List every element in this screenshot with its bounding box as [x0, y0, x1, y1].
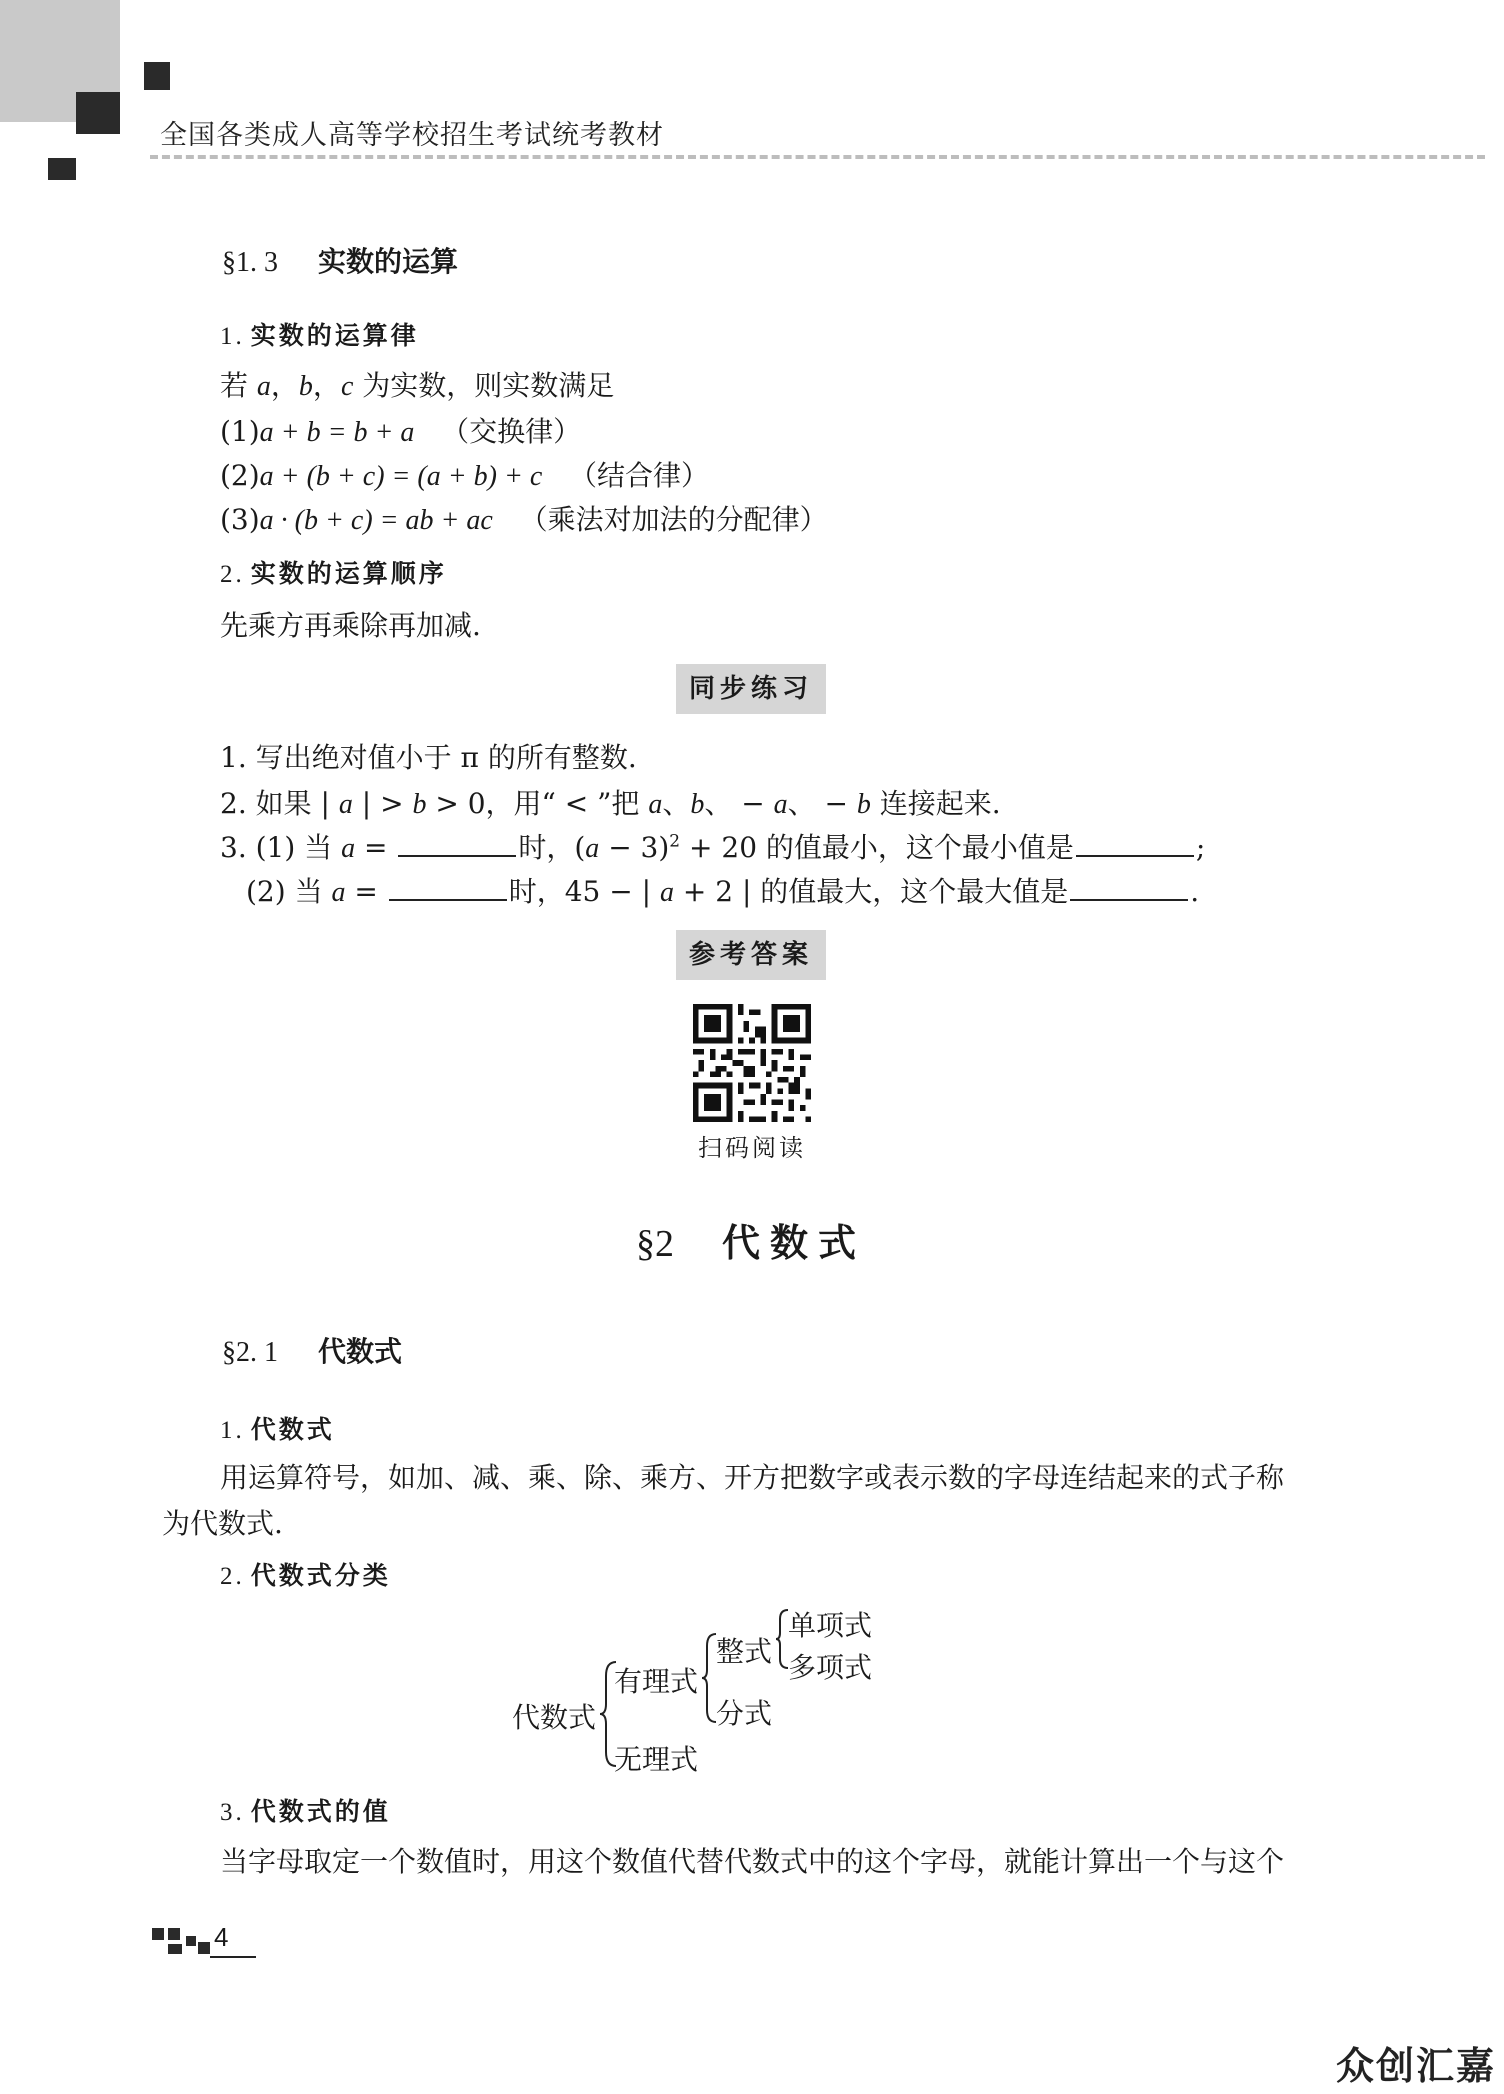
text: 、 − [787, 787, 857, 820]
header-decor-square [144, 62, 170, 90]
tree-root: 代数式 [512, 1701, 597, 1734]
exercise-3-part-1 [220, 826, 1205, 866]
law-label: (2) [220, 459, 260, 492]
text: 、 − [704, 787, 774, 820]
var: a [659, 877, 674, 908]
law-line [220, 454, 709, 494]
text: . [1190, 875, 1200, 908]
text: | > [352, 787, 413, 820]
tree-fractional: 分式 [716, 1697, 773, 1730]
text: 2. 如果 | [220, 787, 339, 820]
subheading [220, 1410, 335, 1446]
header-decor-square [48, 158, 76, 180]
subheading-title: 实数的运算律 [250, 321, 419, 350]
tree-monomial: 单项式 [788, 1609, 873, 1642]
subheading-number: 1. [220, 1417, 245, 1444]
answer-box: 参考答案 [676, 930, 826, 980]
text: − 3) [599, 831, 670, 864]
paragraph: 先乘方再乘除再加减. [220, 609, 481, 642]
subheading-title: 代数式分类 [250, 1561, 391, 1590]
subheading-number: 1. [220, 323, 245, 350]
paragraph [220, 364, 614, 404]
tree-polynomial: 多项式 [788, 1651, 873, 1684]
subheading-title: 代数式 [250, 1415, 335, 1444]
header-title: 全国各类成人高等学校招生考试统考教材 [160, 120, 664, 151]
answer-blank [398, 829, 516, 857]
text: ， [270, 369, 299, 402]
subheading [220, 316, 419, 352]
footer-decor-square [152, 1928, 164, 1940]
law-expression: a + b = b + a [259, 417, 415, 448]
subheading-title: 实数的运算顺序 [250, 559, 447, 588]
var: c [340, 371, 354, 402]
answer-blank [1070, 873, 1188, 901]
text: ; [1195, 831, 1206, 864]
law-line [220, 498, 828, 538]
subheading [220, 1792, 391, 1828]
footer-rule [210, 1956, 256, 1958]
section-title: 代数式 [318, 1335, 403, 1368]
exercise-1: 1. 写出绝对值小于 π 的所有整数. [220, 741, 637, 774]
var: a [338, 789, 353, 820]
law-line [220, 410, 581, 450]
law-note: （交换律） [441, 415, 582, 448]
tree-irrational: 无理式 [614, 1743, 699, 1776]
var: a [585, 833, 600, 864]
var: b [690, 789, 705, 820]
text: ， [312, 369, 341, 402]
var: a [331, 877, 346, 908]
text: 时，45 − | [508, 875, 660, 908]
subheading-title: 代数式的值 [250, 1797, 391, 1826]
exercise-2 [220, 782, 1001, 822]
footer-decor-square [168, 1928, 180, 1940]
practice-box: 同步练习 [676, 664, 826, 714]
text: > 0，用“ < ”把 [426, 787, 649, 820]
var: a [256, 371, 271, 402]
answer-blank [389, 873, 507, 901]
text: + 2 | 的值最大，这个最大值是 [673, 875, 1069, 908]
chapter-title: 代数式 [722, 1221, 867, 1265]
footer-decor-square [168, 1944, 182, 1954]
chapter-heading [636, 1212, 866, 1267]
qr-code-icon[interactable] [690, 1004, 814, 1122]
watermark: 众创汇嘉 [1335, 2044, 1496, 2088]
paragraph: 为代数式. [162, 1507, 283, 1540]
var: b [298, 371, 313, 402]
page-number: 4 [214, 1922, 229, 1952]
tree-rational: 有理式 [614, 1665, 699, 1698]
subheading-number: 3. [220, 1799, 245, 1826]
section-number: §1. 3 [222, 247, 278, 278]
law-note: （乘法对加法的分配律） [519, 503, 828, 536]
paragraph: 用运算符号，如加、减、乘、除、乘方、开方把数字或表示数的字母连结起来的式子称 [220, 1461, 1285, 1494]
section-title: 实数的运算 [318, 245, 459, 278]
text: + 20 的值最小，这个最小值是 [680, 831, 1074, 864]
subheading-number: 2. [220, 1563, 245, 1590]
section-number: §2. 1 [222, 1337, 278, 1368]
text: = [355, 831, 397, 864]
chapter-number: §2 [636, 1223, 674, 1265]
law-expression: a + (b + c) = (a + b) + c [259, 461, 543, 492]
text: = [345, 875, 387, 908]
answer-blank [1076, 829, 1194, 857]
header-divider [150, 155, 1485, 159]
paragraph: 当字母取定一个数值时，用这个数值代替代数式中的这个字母，就能计算出一个与这个 [220, 1845, 1285, 1878]
section-heading [222, 240, 458, 280]
text: (2) 当 [246, 875, 332, 908]
subheading [220, 554, 447, 590]
header-decor-square [76, 92, 120, 134]
subheading [220, 1556, 391, 1592]
law-label: (3) [220, 503, 260, 536]
footer-decor-square [186, 1936, 196, 1946]
qr-caption: 扫码阅读 [698, 1134, 806, 1162]
var: a [648, 789, 663, 820]
text: 、 [662, 787, 691, 820]
exponent: 2 [669, 831, 681, 852]
var: b [856, 789, 871, 820]
text: 若 [220, 369, 257, 402]
var: b [412, 789, 427, 820]
exercise-3-part-2 [246, 870, 1199, 910]
text: 时，( [518, 831, 586, 864]
var: a [773, 789, 788, 820]
text: 连接起来. [870, 787, 1001, 820]
tree-integral: 整式 [716, 1635, 773, 1668]
law-expression: a · (b + c) = ab + ac [259, 505, 493, 536]
law-label: (1) [220, 415, 260, 448]
var: a [341, 833, 356, 864]
footer-decor-square [198, 1942, 210, 1954]
law-note: （结合律） [569, 459, 710, 492]
section-heading [222, 1330, 402, 1370]
text: 3. (1) 当 [220, 831, 342, 864]
subheading-number: 2. [220, 561, 245, 588]
text: 为实数，则实数满足 [353, 369, 615, 402]
